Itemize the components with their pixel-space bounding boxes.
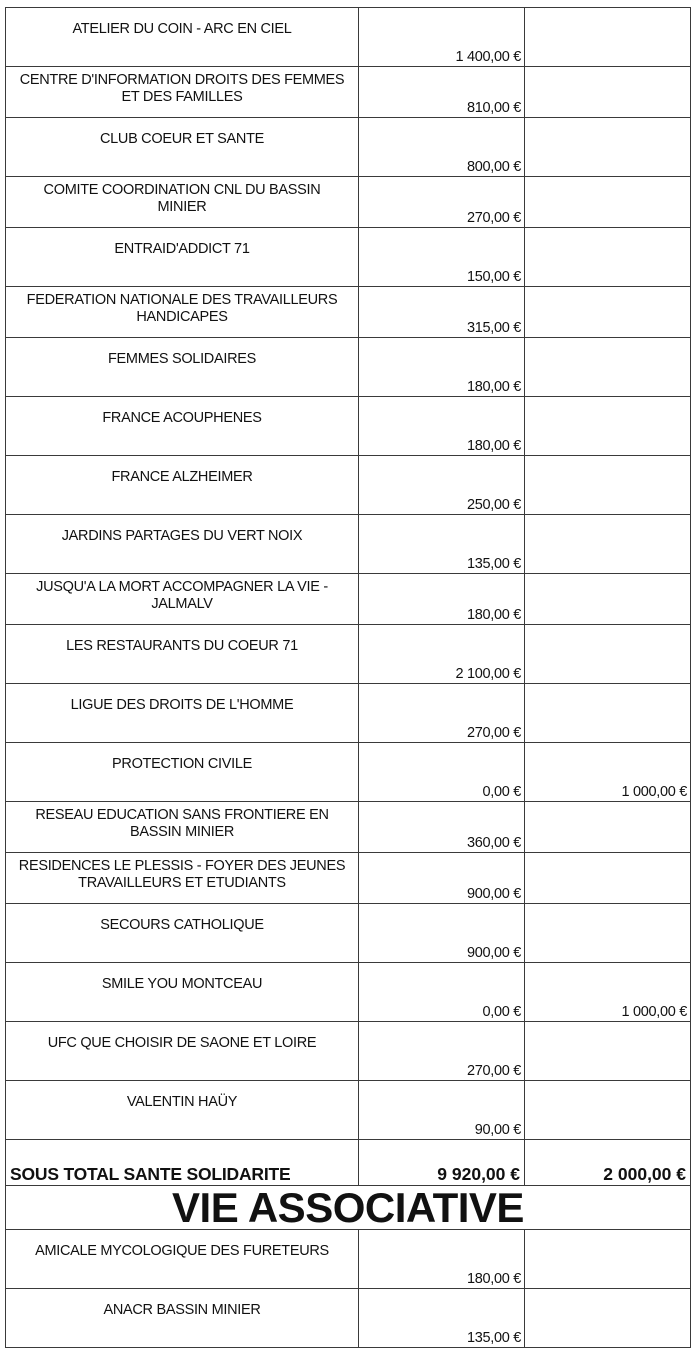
association-name-line: COMITE COORDINATION CNL DU BASSIN bbox=[43, 182, 321, 198]
amount-1: 270,00 € bbox=[359, 177, 525, 228]
association-name bbox=[6, 397, 359, 456]
association-name-line: JARDINS PARTAGES DU VERT NOIX bbox=[61, 528, 303, 544]
amount-2 bbox=[525, 177, 691, 228]
table-row bbox=[6, 67, 691, 118]
association-name bbox=[6, 1022, 359, 1081]
subsidy-table-sheet bbox=[5, 7, 690, 1348]
association-name-line: LIGUE DES DROITS DE L'HOMME bbox=[70, 697, 294, 713]
amount-2 bbox=[525, 1022, 691, 1081]
sante-solidarite-rows bbox=[6, 8, 691, 1140]
amount-1: 180,00 € bbox=[359, 338, 525, 397]
association-name bbox=[6, 802, 359, 853]
association-name bbox=[6, 287, 359, 338]
table-row bbox=[6, 8, 691, 67]
amount-2 bbox=[525, 67, 691, 118]
amount-2 bbox=[525, 118, 691, 177]
amount-1: 2 100,00 € bbox=[359, 625, 525, 684]
table-row bbox=[6, 397, 691, 456]
association-name-line: JUSQU'A LA MORT ACCOMPAGNER LA VIE - bbox=[36, 579, 328, 595]
table-row bbox=[6, 684, 691, 743]
association-name-line: FRANCE ALZHEIMER bbox=[111, 469, 253, 485]
association-name-line: FEMMES SOLIDAIRES bbox=[108, 351, 256, 367]
association-name-line: AMICALE MYCOLOGIQUE DES FURETEURS bbox=[35, 1243, 329, 1259]
amount-1: 900,00 € bbox=[359, 853, 525, 904]
amount-1: 180,00 € bbox=[359, 1230, 525, 1289]
association-name bbox=[6, 574, 359, 625]
amount-2 bbox=[525, 1289, 691, 1348]
amount-2 bbox=[525, 684, 691, 743]
table-row bbox=[6, 904, 691, 963]
association-name-line: ATELIER DU COIN - ARC EN CIEL bbox=[72, 21, 292, 37]
amount-2 bbox=[525, 397, 691, 456]
amount-2 bbox=[525, 8, 691, 67]
table-row bbox=[6, 118, 691, 177]
table-row bbox=[6, 1022, 691, 1081]
association-name bbox=[6, 228, 359, 287]
association-name bbox=[6, 1230, 359, 1289]
association-name-line: TRAVAILLEURS ET ETUDIANTS bbox=[78, 875, 286, 891]
amount-1: 1 400,00 € bbox=[359, 8, 525, 67]
amount-1: 800,00 € bbox=[359, 118, 525, 177]
association-name-line: FRANCE ACOUPHENES bbox=[102, 410, 262, 426]
association-name-line: LES RESTAURANTS DU COEUR 71 bbox=[66, 638, 298, 654]
association-name bbox=[6, 684, 359, 743]
association-name bbox=[6, 904, 359, 963]
amount-1: 180,00 € bbox=[359, 574, 525, 625]
amount-2 bbox=[525, 802, 691, 853]
table-row bbox=[6, 338, 691, 397]
subsidy-table bbox=[5, 7, 691, 1348]
association-name-line: UFC QUE CHOISIR DE SAONE ET LOIRE bbox=[47, 1035, 317, 1051]
section-title: VIE ASSOCIATIVE bbox=[6, 1186, 691, 1230]
amount-2: 1 000,00 € bbox=[525, 743, 691, 802]
association-name bbox=[6, 743, 359, 802]
association-name bbox=[6, 67, 359, 118]
association-name-line: CENTRE D'INFORMATION DROITS DES FEMMES bbox=[19, 72, 345, 88]
association-name bbox=[6, 963, 359, 1022]
association-name bbox=[6, 456, 359, 515]
amount-1: 0,00 € bbox=[359, 743, 525, 802]
association-name-line: CLUB COEUR ET SANTE bbox=[99, 131, 265, 147]
amount-1: 135,00 € bbox=[359, 515, 525, 574]
subtotal-amount-2: 2 000,00 € bbox=[525, 1140, 691, 1186]
amount-1: 0,00 € bbox=[359, 963, 525, 1022]
amount-1: 135,00 € bbox=[359, 1289, 525, 1348]
table-row bbox=[6, 853, 691, 904]
amount-2 bbox=[525, 904, 691, 963]
association-name-line: ENTRAID'ADDICT 71 bbox=[114, 241, 250, 257]
amount-2 bbox=[525, 456, 691, 515]
table-row bbox=[6, 802, 691, 853]
amount-2 bbox=[525, 625, 691, 684]
amount-2 bbox=[525, 515, 691, 574]
association-name bbox=[6, 853, 359, 904]
table-row bbox=[6, 963, 691, 1022]
amount-1: 150,00 € bbox=[359, 228, 525, 287]
amount-2 bbox=[525, 287, 691, 338]
table-row bbox=[6, 1289, 691, 1348]
amount-2 bbox=[525, 338, 691, 397]
amount-2: 1 000,00 € bbox=[525, 963, 691, 1022]
subtotal-label: SOUS TOTAL SANTE SOLIDARITE bbox=[6, 1140, 359, 1186]
association-name-line: VALENTIN HAÜY bbox=[126, 1094, 238, 1110]
association-name bbox=[6, 8, 359, 67]
association-name-line: ANACR BASSIN MINIER bbox=[103, 1302, 261, 1318]
association-name-line: FEDERATION NATIONALE DES TRAVAILLEURS bbox=[26, 292, 338, 308]
amount-1: 360,00 € bbox=[359, 802, 525, 853]
association-name-line: BASSIN MINIER bbox=[129, 824, 235, 840]
amount-1: 810,00 € bbox=[359, 67, 525, 118]
subtotal-amount-1: 9 920,00 € bbox=[359, 1140, 525, 1186]
amount-2 bbox=[525, 1081, 691, 1140]
amount-1: 315,00 € bbox=[359, 287, 525, 338]
association-name-line: HANDICAPES bbox=[136, 309, 228, 325]
amount-2 bbox=[525, 228, 691, 287]
table-row bbox=[6, 625, 691, 684]
table-row bbox=[6, 228, 691, 287]
association-name-line: JALMALV bbox=[151, 596, 213, 612]
association-name bbox=[6, 1289, 359, 1348]
subtotal-row bbox=[6, 1140, 691, 1186]
table-row bbox=[6, 287, 691, 338]
amount-1: 90,00 € bbox=[359, 1081, 525, 1140]
association-name bbox=[6, 338, 359, 397]
association-name-line: PROTECTION CIVILE bbox=[112, 756, 252, 772]
association-name bbox=[6, 177, 359, 228]
table-row bbox=[6, 1230, 691, 1289]
vie-associative-rows bbox=[6, 1230, 691, 1348]
association-name-line: SECOURS CATHOLIQUE bbox=[100, 917, 264, 933]
section-header-row bbox=[6, 1186, 691, 1230]
table-row bbox=[6, 177, 691, 228]
amount-2 bbox=[525, 853, 691, 904]
association-name bbox=[6, 625, 359, 684]
table-row bbox=[6, 515, 691, 574]
table-row bbox=[6, 1081, 691, 1140]
amount-2 bbox=[525, 1230, 691, 1289]
association-name-line: ET DES FAMILLES bbox=[121, 89, 243, 105]
amount-1: 270,00 € bbox=[359, 684, 525, 743]
amount-1: 180,00 € bbox=[359, 397, 525, 456]
association-name-line: RESIDENCES LE PLESSIS - FOYER DES JEUNES bbox=[18, 858, 346, 874]
subtotal-section bbox=[6, 1140, 691, 1230]
association-name bbox=[6, 118, 359, 177]
association-name bbox=[6, 1081, 359, 1140]
association-name bbox=[6, 515, 359, 574]
association-name-line: RESEAU EDUCATION SANS FRONTIERE EN bbox=[35, 807, 329, 823]
amount-1: 900,00 € bbox=[359, 904, 525, 963]
amount-1: 250,00 € bbox=[359, 456, 525, 515]
table-row bbox=[6, 743, 691, 802]
table-row bbox=[6, 456, 691, 515]
amount-1: 270,00 € bbox=[359, 1022, 525, 1081]
amount-2 bbox=[525, 574, 691, 625]
table-row bbox=[6, 574, 691, 625]
association-name-line: MINIER bbox=[157, 199, 207, 215]
association-name-line: SMILE YOU MONTCEAU bbox=[101, 976, 263, 992]
